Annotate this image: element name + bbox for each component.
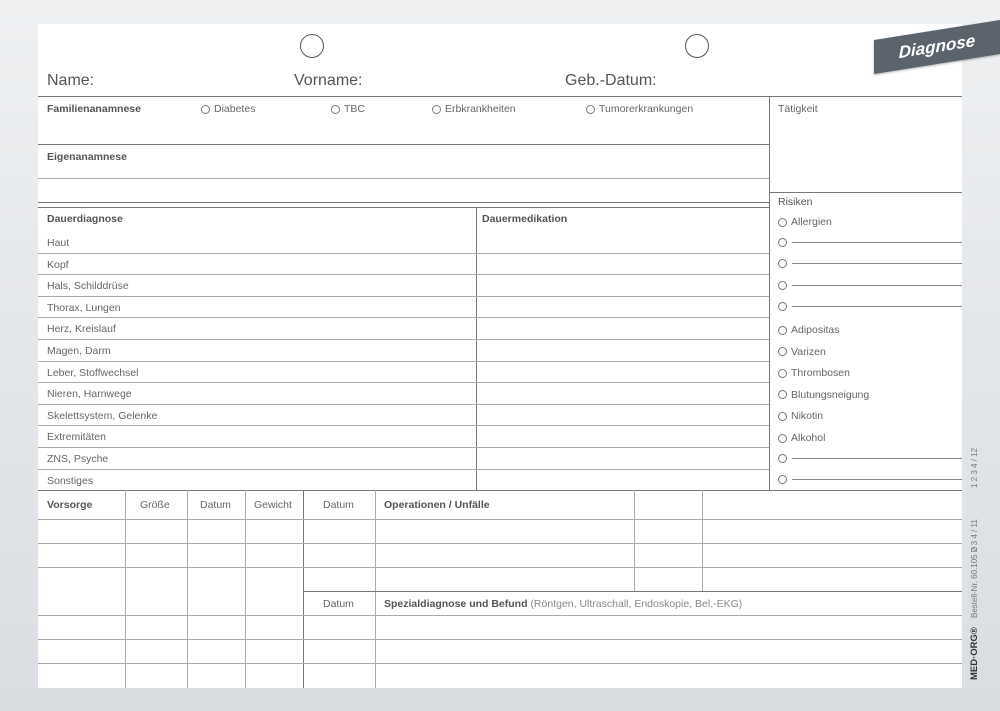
risiko-option[interactable]: Nikotin: [778, 410, 823, 422]
dauer-row-line: [38, 404, 769, 405]
risiko-option[interactable]: [778, 454, 962, 463]
risiko-option[interactable]: Thrombosen: [778, 367, 850, 379]
checkbox-circle-icon[interactable]: [778, 434, 787, 443]
option-tbc[interactable]: TBC: [331, 103, 365, 115]
bottom-row-line: [38, 543, 962, 544]
risiko-option[interactable]: Adipositas: [778, 324, 839, 336]
dauer-top-line: [38, 207, 769, 208]
eigenanamnese-title: Eigenanamnese: [47, 151, 127, 163]
dauer-row-label: Haut: [47, 237, 70, 249]
checkbox-circle-icon[interactable]: [778, 326, 787, 335]
side-nums-mid: 2 3 4 / 11: [970, 519, 979, 552]
dauer-row-line: [38, 361, 769, 362]
bottom-row-line: [38, 663, 962, 664]
dauer-row-label: Leber, Stoffwechsel: [47, 366, 139, 379]
dauermedikation-title: Dauermedikation: [482, 213, 568, 225]
checkbox-circle-icon[interactable]: [778, 347, 787, 356]
risiko-option[interactable]: Varizen: [778, 346, 826, 358]
checkbox-circle-icon[interactable]: [778, 475, 787, 484]
spezial-subtitle: (Röntgen, Ultraschall, Endoskopie, Bel.-EKG): [530, 598, 743, 610]
checkbox-circle-icon[interactable]: [201, 105, 210, 114]
bottom-row-line: [38, 639, 962, 640]
checkbox-circle-icon[interactable]: [778, 390, 787, 399]
dauer-row-line: [38, 296, 769, 297]
op-datum-label: Datum: [323, 499, 354, 511]
vorsorge-title: Vorsorge: [47, 499, 93, 511]
write-in-line[interactable]: [792, 285, 962, 286]
dauer-row-label: ZNS, Psyche: [47, 453, 109, 465]
risiko-option[interactable]: Blutungsneigung: [778, 389, 869, 401]
checkbox-circle-icon[interactable]: [331, 105, 340, 114]
punch-hole-right: [685, 34, 709, 58]
dauer-row-line: [38, 317, 769, 318]
checkbox-circle-icon[interactable]: [778, 454, 787, 463]
name-label: Name:: [47, 72, 95, 89]
dauer-row-line: [38, 274, 769, 275]
write-in-line[interactable]: [792, 242, 962, 243]
dauer-row-label: Nieren, Harnwege: [47, 388, 132, 401]
dauer-row-line: [38, 339, 769, 340]
dauer-row-label: Kopf: [47, 258, 69, 271]
risiko-option[interactable]: Alkohol: [778, 432, 825, 444]
med-org-logo: MED·ORG®: [969, 627, 980, 680]
header-bottom-line: [38, 96, 962, 97]
spezial-top-line: [303, 591, 962, 592]
option-tumorerkrankungen[interactable]: Tumorerkrankungen: [586, 103, 693, 115]
write-in-line[interactable]: [792, 263, 962, 264]
right-column-divider: [769, 96, 770, 490]
spezial-title: Spezialdiagnose und Befund (Röntgen, Ultraschall, Endoskopie, Bel.-EKG): [384, 598, 743, 610]
dauer-row-label: Thorax, Lungen: [47, 301, 121, 314]
dauer-row-line: [38, 425, 769, 426]
dauer-row-label: Extremitäten: [47, 431, 106, 444]
checkbox-circle-icon[interactable]: [432, 105, 441, 114]
dauer-row-label: Skelettsystem, Gelenke: [47, 409, 158, 422]
risiko-option[interactable]: [778, 302, 962, 311]
eigen-inner-line: [38, 178, 769, 179]
checkbox-circle-icon[interactable]: [586, 105, 595, 114]
eigen-bottom-line: [38, 202, 769, 203]
bottom-row-line: [38, 615, 962, 616]
geb-datum-label: Geb.-Datum:: [565, 72, 657, 89]
op-col-b: [702, 490, 703, 591]
risiko-option[interactable]: Allergien: [778, 216, 832, 228]
write-in-line[interactable]: [792, 306, 962, 307]
checkbox-circle-icon[interactable]: [778, 259, 787, 268]
checkbox-circle-icon[interactable]: [778, 302, 787, 311]
side-nums-top: 1 2 3 4 / 12: [970, 447, 979, 488]
write-in-line[interactable]: [792, 458, 962, 459]
dauer-row-label: Magen, Darm: [47, 345, 111, 357]
dauer-row-label: Sonstiges: [47, 474, 94, 487]
checkbox-circle-icon[interactable]: [778, 238, 787, 247]
checkbox-circle-icon[interactable]: [778, 281, 787, 290]
vorsorge-col-datum: Datum: [200, 499, 231, 511]
risiken-title: Risiken: [778, 196, 813, 208]
checkbox-circle-icon[interactable]: [778, 412, 787, 421]
dauer-row-line: [38, 447, 769, 448]
dauer-row-label: Herz, Kreislauf: [47, 323, 116, 336]
bottom-row-line: [38, 519, 962, 520]
risiko-option[interactable]: [778, 259, 962, 268]
taetigkeit-bottom-line: [769, 192, 962, 193]
vorsorge-col-groesse: Größe: [140, 499, 170, 511]
op-col-a: [634, 490, 635, 591]
familien-bottom-line: [38, 144, 769, 145]
punch-hole-left: [300, 34, 324, 58]
side-bestell: Bestell-Nr. 60.105 D: [970, 546, 979, 618]
dauer-row-line: [38, 382, 769, 383]
dauer-row-label: Hals, Schilddrüse: [47, 280, 129, 293]
write-in-line[interactable]: [792, 479, 962, 480]
risiko-option[interactable]: [778, 281, 962, 290]
checkbox-circle-icon[interactable]: [778, 369, 787, 378]
dauerdiagnose-title: Dauerdiagnose: [47, 213, 123, 225]
risiko-option[interactable]: [778, 238, 962, 247]
vorname-label: Vorname:: [294, 72, 363, 89]
vorsorge-col-gewicht: Gewicht: [254, 499, 292, 511]
risiko-option[interactable]: [778, 475, 962, 484]
familienanamnese-title: Familienanamnese: [47, 103, 141, 115]
option-diabetes[interactable]: Diabetes: [201, 103, 255, 115]
taetigkeit-label: Tätigkeit: [778, 103, 818, 115]
checkbox-circle-icon[interactable]: [778, 218, 787, 227]
diagnose-tab-label: Diagnose: [898, 30, 976, 63]
spezial-datum-label: Datum: [323, 598, 354, 610]
option-erbkrankheiten[interactable]: Erbkrankheiten: [432, 103, 516, 115]
operationen-title: Operationen / Unfälle: [384, 499, 490, 511]
dauer-row-line: [38, 253, 769, 254]
dauer-row-line: [38, 469, 769, 470]
bottom-section-top-line: [38, 490, 962, 491]
bottom-row-line: [38, 567, 962, 568]
